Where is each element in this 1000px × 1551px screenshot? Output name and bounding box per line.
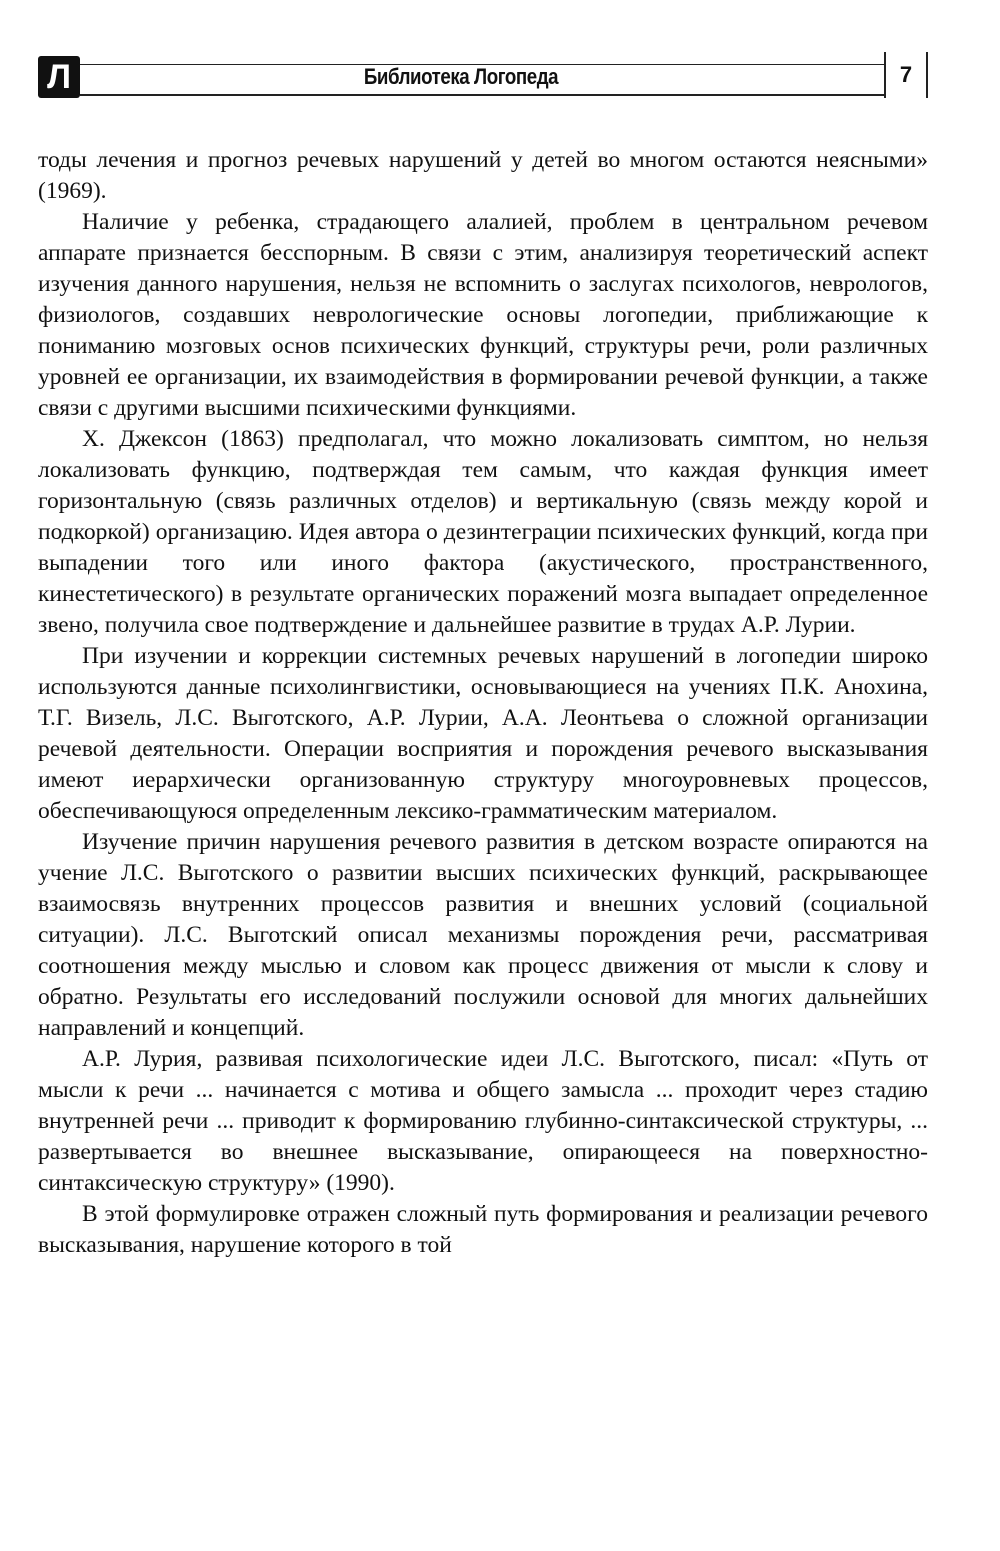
- paragraph: А.Р. Лурия, развивая психологические идеи Л.С. Выготского, писал: «Путь от мысли к речи ... начинается с мотива и общего замысла ... проходит через стадию внутренней речи ... приводит к формированию глубинно-синтаксической структуры, ... развертывается во внешнее высказывание, опирающееся на поверхностно-синтаксическую структуру» (1990).: [38, 1046, 928, 1196]
- paragraph-continued: тоды лечения и прогноз речевых нарушений у детей во многом остаются неясными» (1969).: [38, 147, 928, 204]
- paragraph: Наличие у ребенка, страдающего алалией, проблем в центральном речевом аппарате признается бесспорным. В связи с этим, анализируя теоретический аспект изучения данного нарушения, нельзя не вспомнить о заслугах психологов, неврологов, физиологов, создавших неврологические основы логопедии, приближающие к пониманию мозговых основ психических функций, структуры речи, роли различных уровней ее организации, их взаимодействия в формировании речевой функции, а также связи с другими высшими психическими функциями.: [38, 209, 928, 421]
- header-title: Библиотека Логопеда: [363, 64, 559, 89]
- paragraph: Изучение причин нарушения речевого развития в детском возрасте опираются на учение Л.С. Выготского о развитии высших психических функций, раскрывающее взаимосвязь внутренних процессов развития и внешних условий (социальной ситуации). Л.С. Выготский описал механизмы порождения речи, рассматривая соотношения между мыслью и словом как процесс движения от мысли к слову и обратно. Результаты его исследований послужили основой для многих дальнейших направлений и концепций.: [38, 829, 928, 1041]
- header-rule-bottom: [80, 94, 884, 96]
- paragraph: X. Джексон (1863) предполагал, что можно локализовать симптом, но нельзя локализовать функцию, подтверждая тем самым, что каждая функция имеет горизонтальную (связь различных отделов) и вертикальную (связь между корой и подкоркой) организацию. Идея автора о дезинтеграции психических функций, когда при выпадении того или иного фактора (акустического, пространственного, кинестетического) в результате органических поражений мозга выпадает определенное звено, получила свое подтверждение и дальнейшее развитие в трудах А.Р. Лурии.: [38, 426, 928, 638]
- paragraph: В этой формулировке отражен сложный путь формирования и реализации речевого высказывания, нарушение которого в той: [38, 1201, 928, 1258]
- page-body: [38, 145, 928, 1261]
- paragraph: При изучении и коррекции системных речевых нарушений в логопедии широко используются данные психолингвистики, основывающиеся на учениях П.К. Анохина, Т.Г. Визель, Л.С. Выготского, А.Р. Лурии, А.А. Леонтьева о сложной организации речевой деятельности. Операции восприятия и порождения речевого высказывания имеют иерархически организованную структуру многоуровневых процессов, обеспечивающуюся определенным лексико-грамматическим материалом.: [38, 643, 928, 824]
- page-number: 7: [884, 52, 928, 98]
- library-logo: Л: [38, 56, 80, 98]
- running-header: [38, 52, 928, 102]
